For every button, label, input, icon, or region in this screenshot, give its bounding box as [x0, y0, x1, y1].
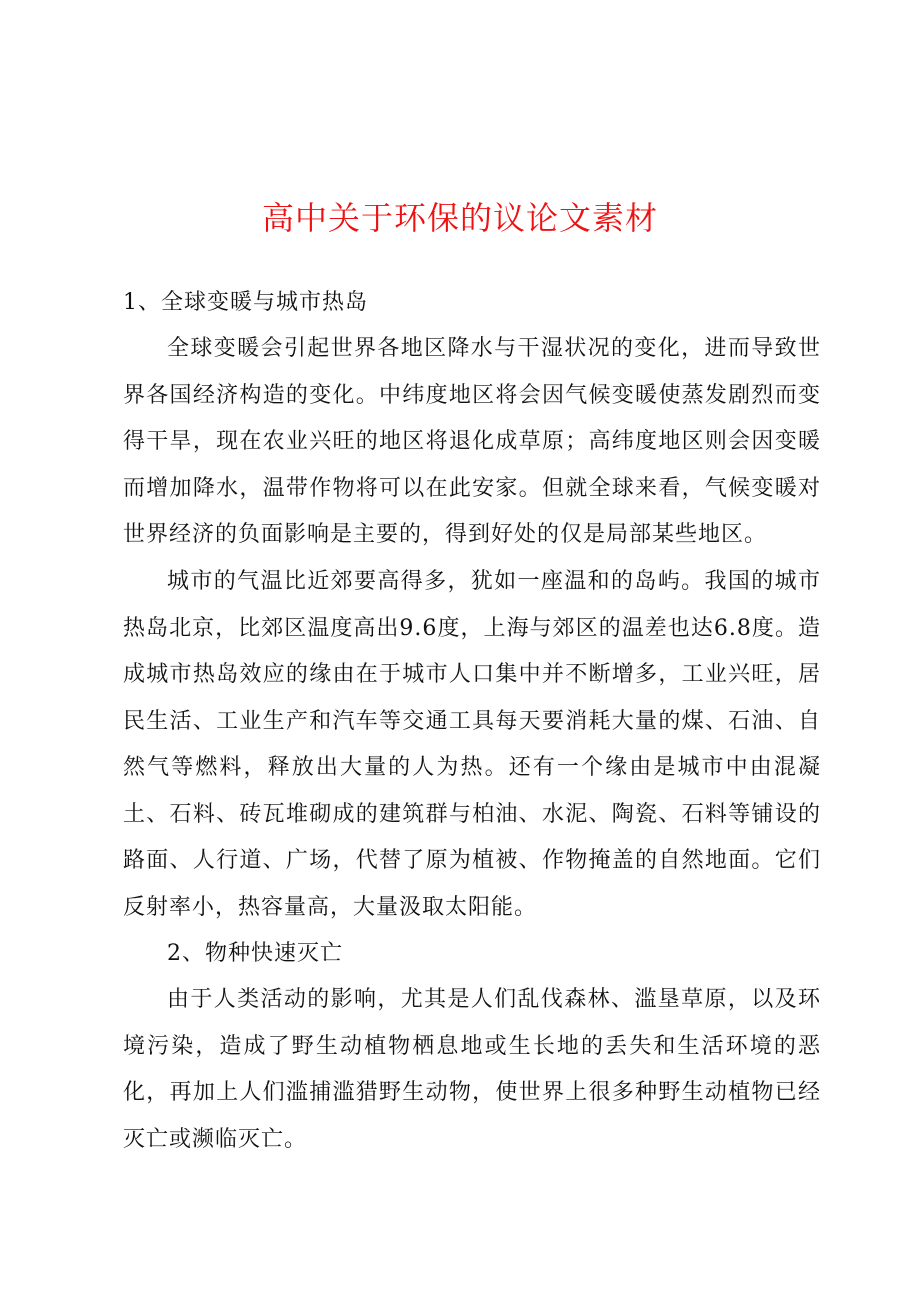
document-title: 高中关于环保的议论文素材 [261, 199, 658, 237]
section-heading-species-extinction: 2、物种快速灭亡 [167, 941, 343, 966]
paragraph-urban-heat-island: 城市的气温比近郊要高得多，犹如一座温和的岛屿。我国的城市热岛北京，比郊区温度高出9.6度，上海与郊区的温差也达6.8度。造成城市热岛效应的缘由在于城市人口集中并不断增多，工业兴旺，居民生活、工业生产和汽车等交通工具每天要消耗大量的煤、石油、自然气等燃料，释放出大量的人为热。还有一个缘由是城市中由混凝土、石料、砖瓦堆砌成的建筑群与柏油、水泥、陶瓷、石料等铺设的路面、人行道、广场，代替了原为植被、作物掩盖的自然地面。它们反射率小，热容量高，大量汲取太阳能。 [123, 569, 821, 920]
paragraph-species-extinction: 由于人类活动的影响，尤其是人们乱伐森林、滥垦草原，以及环境污染，造成了野生动植物栖息地或生长地的丢失和生活环境的恶化，再加上人们滥捕滥猎野生动物，使世界上很多种野生动植物已经灭亡或濒临灭亡。 [123, 987, 821, 1152]
paragraph-global-warming: 全球变暖会引起世界各地区降水与干湿状况的变化，进而导致世界各国经济构造的变化。中纬度地区将会因气候变暖使蒸发剧烈而变得干旱，现在农业兴旺的地区将退化成草原；高纬度地区则会因变暖而增加降水，温带作物将可以在此安家。但就全球来看，气候变暖对世界经济的负面影响是主要的，得到好处的仅是局部某些地区。 [123, 336, 821, 547]
section-heading-global-warming: 1、全球变暖与城市热岛 [123, 290, 368, 315]
